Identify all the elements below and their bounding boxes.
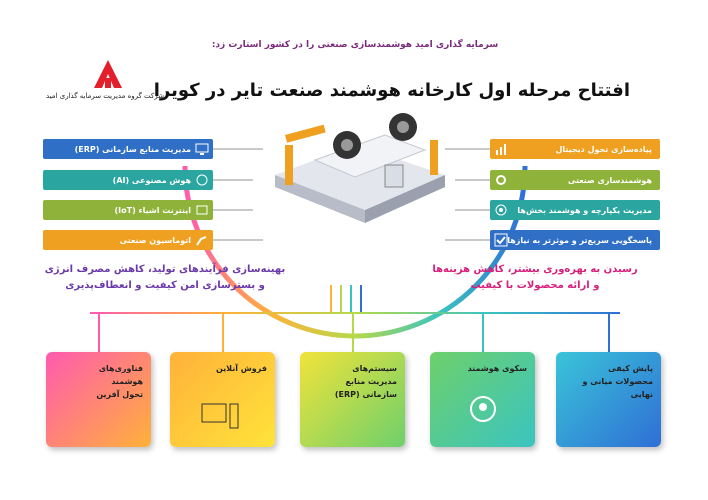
tree-stem [330, 285, 332, 312]
card-stem [222, 312, 224, 352]
bar-erp [43, 139, 213, 159]
bar-digital-transformation [490, 139, 660, 159]
bar-label: مدیریت یکپارچه و هوشمند بخش‌ها [517, 205, 652, 215]
card-label: سکوی هوشمند [467, 364, 527, 373]
left-caption: بهینه‌سازی فرآیندهای تولید، کاهش مصرف انرژی و بسترسازی امن کیفیت و انعطاف‌پذیری [44, 264, 286, 291]
connector-line [213, 209, 253, 211]
card-stem [608, 312, 610, 352]
bar-automation [43, 230, 213, 250]
gear-icon [494, 173, 508, 187]
card-label: پایش کیفی محصولات میانی و نهایی [582, 364, 653, 399]
bar-label: هوش مصنوعی (AI) [112, 175, 191, 185]
connector-line [213, 148, 263, 150]
card-stem [98, 312, 100, 352]
robot-arm-icon [195, 233, 209, 247]
connector-line [455, 179, 490, 181]
factory-illustration [255, 105, 455, 225]
connector-line [445, 239, 490, 241]
tree-stem [350, 285, 352, 312]
bar-integrated-management [490, 200, 660, 220]
brain-icon [195, 173, 209, 187]
computer-icon [195, 142, 209, 156]
right-caption: رسیدن به بهره‌وری بیشتر، کاهش هزینه‌ها و ارائه محصولات با کیفیت [432, 264, 638, 291]
bar-label: مدیریت منابع سازمانی (ERP) [74, 144, 191, 154]
company-logo [90, 58, 126, 92]
connector-line [213, 239, 263, 241]
card-quality-monitoring [556, 352, 661, 447]
bar-label: هوشمندسازی صنعتی [567, 175, 652, 185]
connector-line [213, 179, 253, 181]
tree-stem [360, 285, 362, 312]
brain-gear-icon [494, 203, 508, 217]
check-icon [494, 233, 508, 247]
bar-label: پیاده‌سازی تحول دیجیتال [555, 144, 652, 154]
iot-icon [195, 203, 209, 217]
bar-iot [43, 200, 213, 220]
card-label: فناوری‌های هوشمند تحول آفرین [96, 364, 143, 399]
connector-line [455, 209, 490, 211]
card-stem [482, 312, 484, 352]
bar-label: پاسخگویی سریع‌تر و موثرتر به نیازها [507, 235, 652, 245]
card-stem [352, 312, 354, 352]
card-label: سیستم‌های مدیریت منابع سازمانی (ERP) [334, 364, 397, 399]
bar-label: اتوماسیون صنعتی [119, 235, 191, 245]
bar-ai [43, 170, 213, 190]
tree-stem [340, 285, 342, 312]
connector-line [445, 148, 490, 150]
page-title: افتتاح مرحله اول کارخانه هوشمند صنعت تایر در کویرا [153, 80, 630, 101]
bar-label: اینترنت اشیاء (IoT) [114, 205, 191, 215]
card-label: فروش آنلاین [215, 364, 267, 373]
tree-bar [90, 312, 620, 314]
bar-fast-response [490, 230, 660, 250]
card-erp-systems [300, 352, 405, 447]
subtitle: سرمایه گذاری امید هوشمندسازی صنعتی را در کشور استارت زد: [211, 40, 499, 50]
card-smart-tech [46, 352, 151, 447]
computer-icon [200, 402, 240, 436]
bar-industrial-smart [490, 170, 660, 190]
head-gear-icon [466, 392, 500, 430]
card-online-sales [170, 352, 275, 447]
chart-icon [494, 142, 508, 156]
card-smart-platform [430, 352, 535, 447]
logo-text: شرکت گروه مدیریت سرمایه گذاری امید [46, 92, 164, 100]
